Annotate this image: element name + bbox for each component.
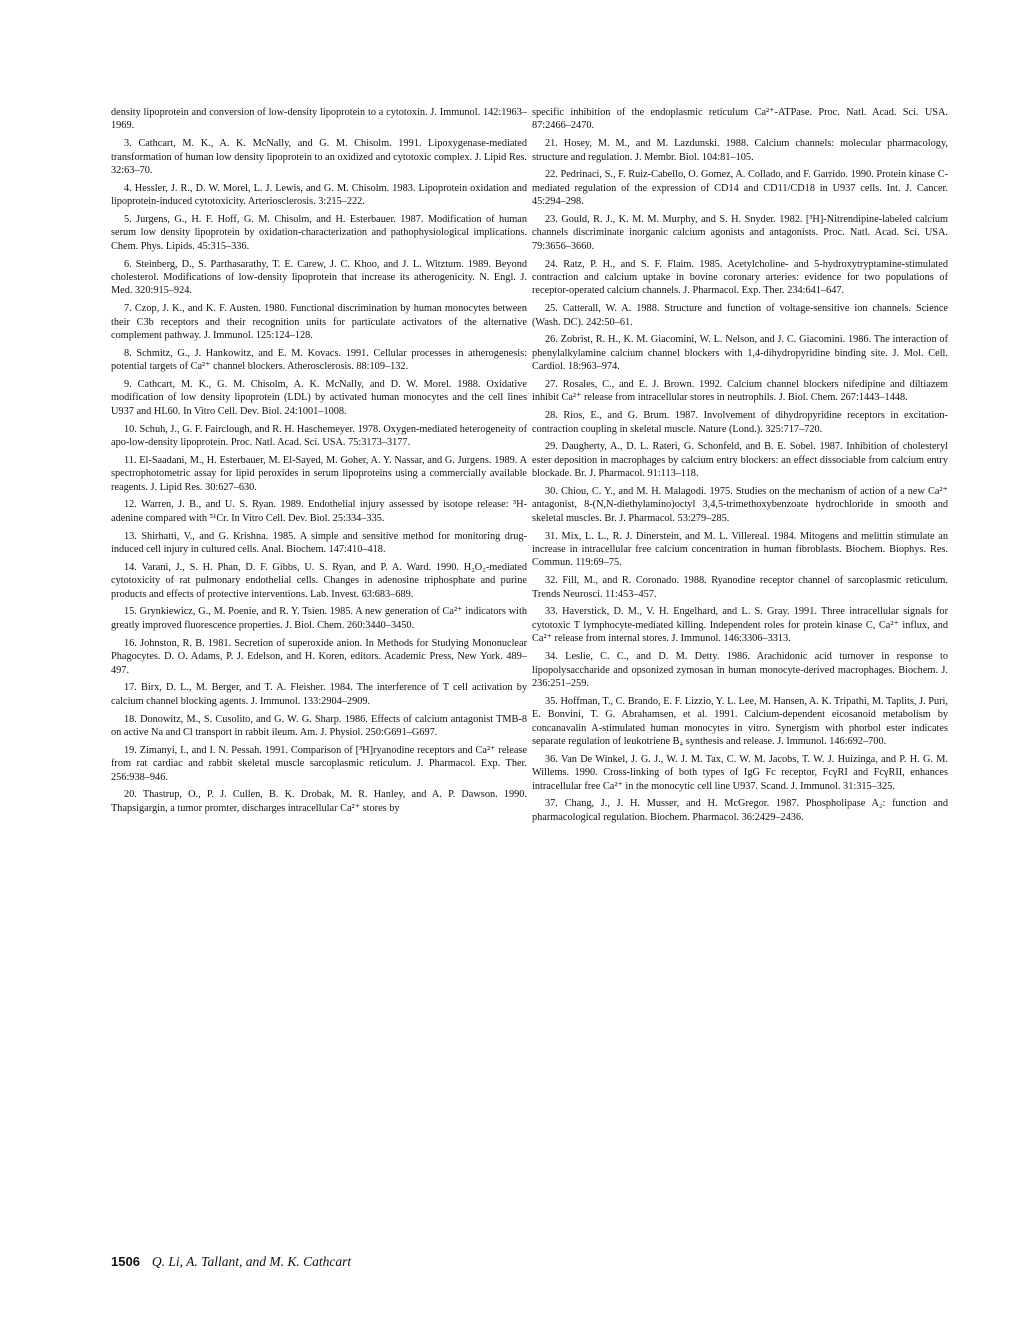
reference-entry: 14. Varani, J., S. H. Phan, D. F. Gibbs, U. S. Ryan, and P. A. Ward. 1990. H₂O₂-mediated cytotoxicity of rat pulmonary endothelial cells. Changes in adenosine triphosphate and purine products and effects of protective interventions. Lab. Invest. 63:683–689. (111, 561, 527, 600)
reference-entry: 37. Chang, J., J. H. Musser, and H. McGregor. 1987. Phospholipase A₂: function and pharmacological regulation. Biochem. Pharmacol. 36:2429–2436. (532, 798, 948, 823)
reference-entry: 36. Van De Winkel, J. G. J., W. J. M. Tax, C. W. M. Jacobs, T. W. J. Huizinga, and P. H. G. M. Willems. 1990. Cross-linking of both types of IgG Fc receptor, FcγRI and FcγRII, enhances intracellular free Ca²⁺ in the monocytic cell line U937. Scand. J. Immunol. 31:315–325. (532, 753, 948, 792)
reference-entry: 28. Rios, E., and G. Brum. 1987. Involvement of dihydropyridine receptors in excitation-contraction coupling in skeletal muscle. Nature (Lond.). 325:717–720. (532, 410, 948, 435)
reference-entry: 20. Thastrup, O., P. J. Cullen, B. K. Drobak, M. R. Hanley, and A. P. Dawson. 1990. Thapsigargin, a tumor promter, discharges intracellular Ca²⁺ stores by (111, 789, 527, 814)
reference-entry: 16. Johnston, R. B. 1981. Secretion of superoxide anion. In Methods for Studying Mononuclear Phagocytes. D. O. Adams, P. J. Edelson, and H. Koren, editors. Academic Press, New York. 489–497. (111, 637, 527, 676)
reference-entry: 29. Daugherty, A., D. L. Rateri, G. Schonfeld, and B. E. Sobel. 1987. Inhibition of cholesteryl ester deposition in macrophages by calcium entry blockers: an effect dissociable from calcium entry blockade. Br. J. Pharmacol. 91:113–118. (532, 441, 948, 480)
reference-entry: 22. Pedrinaci, S., F. Ruiz-Cabello, O. Gomez, A. Collado, and F. Garrido. 1990. Protein kinase C-mediated regulation of the expression of CD14 and CD11/CD18 in U937 cells. Int. J. Cancer. 45:294–298. (532, 169, 948, 208)
reference-entry: 10. Schuh, J., G. F. Fairclough, and R. H. Haschemeyer. 1978. Oxygen-mediated heterogeneity of apo-low-density lipoprotein. Proc. Natl. Acad. Sci. USA. 75:3173–3177. (111, 423, 527, 449)
reference-entry: density lipoprotein and conversion of low-density lipoprotein to a cytotoxin. J. Immunol. 142:1963–1969. (111, 107, 527, 132)
reference-entry: 17. Birx, D. L., M. Berger, and T. A. Fleisher. 1984. The interference of T cell activation by calcium channel blocking agents. J. Immunol. 133:2904–2909. (111, 682, 527, 707)
reference-entry: 12. Warren, J. B., and U. S. Ryan. 1989. Endothelial injury assessed by isotope release: ³H-adenine compared with ⁵¹Cr. In Vitro Cell. Dev. Biol. 25:334–335. (111, 499, 527, 524)
reference-entry: 15. Grynkiewicz, G., M. Poenie, and R. Y. Tsien. 1985. A new generation of Ca²⁺ indicators with greatly improved fluorescence properties. J. Biol. Chem. 260:3440–3450. (111, 606, 527, 631)
reference-column-left (111, 106, 527, 820)
reference-entry: 34. Leslie, C. C., and D. M. Detty. 1986. Arachidonic acid turnover in response to lipopolysaccharide and opsonized zymosan in human monocyte-derived macrophages. Biochem. J. 236:251–259. (532, 651, 948, 689)
reference-entry: 11. El-Saadani, M., H. Esterbauer, M. El-Sayed, M. Goher, A. Y. Nassar, and G. Jurgens. 1989. A spectrophotometric assay for lipid peroxides in serum lipoproteins using a commercially available reagents. J. Lipid Res. 30:627–630. (111, 454, 527, 493)
reference-entry: 21. Hosey, M. M., and M. Lazdunski. 1988. Calcium channels: molecular pharmacology, structure and regulation. J. Membr. Biol. 104:81–105. (532, 138, 948, 163)
reference-entry: specific inhibition of the endoplasmic reticulum Ca²⁺-ATPase. Proc. Natl. Acad. Sci. USA. 87:2466–2470. (532, 107, 948, 132)
reference-entry: 32. Fill, M., and R. Coronado. 1988. Ryanodine receptor channel of sarcoplasmic reticulum. Trends Neurosci. 11:453–457. (532, 575, 948, 600)
reference-entry: 33. Haverstick, D. M., V. H. Engelhard, and L. S. Gray. 1991. Three intracellular signals for cytotoxic T lymphocyte-mediated killing. Independent roles for protein kinase C, Ca²⁺ influx, and Ca²⁺ release from internal stores. J. Immunol. 146:3306–3313. (532, 606, 948, 645)
reference-entry: 27. Rosales, C., and E. J. Brown. 1992. Calcium channel blockers nifedipine and diltiazem inhibit Ca²⁺ release from intracellular stores in neutrophils. J. Biol. Chem. 267:1443–1448. (532, 379, 948, 404)
reference-entry: 18. Donowitz, M., S. Cusolito, and G. W. G. Sharp. 1986. Effects of calcium antagonist TMB-8 on active Na and Cl transport in rabbit ileum. Am. J. Physiol. 250:G691–G697. (111, 713, 527, 738)
reference-entry: 26. Zobrist, R. H., K. M. Giacomini, W. L. Nelson, and J. C. Giacomini. 1986. The interaction of phenylalkylamine calcium channel blockers with 1,4-dihydropyridine binding site. J. Mol. Cell. Cardiol. 18:963–974. (532, 334, 948, 373)
reference-entry: 3. Cathcart, M. K., A. K. McNally, and G. M. Chisolm. 1991. Lipoxygenase-mediated transformation of human low density lipoprotein to an oxidized and cytotoxic complex. J. Lipid Res. 32:63–70. (111, 138, 527, 177)
reference-entry: 25. Catterall, W. A. 1988. Structure and function of voltage-sensitive ion channels. Science (Wash. DC). 242:50–61. (532, 303, 948, 328)
reference-entry: 7. Czop, J. K., and K. F. Austen. 1980. Functional discrimination by human monocytes between their C3b receptors and their recognition units for particulate activators of the alternative complement pathway. J. Immunol. 125:124–128. (111, 303, 527, 342)
reference-entry: 13. Shirhatti, V., and G. Krishna. 1985. A simple and sensitive method for monitoring drug-induced cell injury in cultured cells. Anal. Biochem. 147:410–418. (111, 530, 527, 556)
reference-entry: 31. Mix, L. L., R. J. Dinerstein, and M. L. Villereal. 1984. Mitogens and melittin stimulate an increase in intracellular free calcium concentration in human fibroblasts. Biochem. Biophys. Res. Commun. 119:69–75. (532, 530, 948, 569)
reference-entry: 4. Hessler, J. R., D. W. Morel, L. J. Lewis, and G. M. Chisolm. 1983. Lipoprotein oxidation and lipoprotein-induced cytotoxicity. Arteriosclerosis. 3:215–222. (111, 182, 527, 208)
reference-entry: 9. Cathcart, M. K., G. M. Chisolm, A. K. McNally, and D. W. Morel. 1988. Oxidative modification of low density lipoprotein (LDL) by activated human monocytes and the cell lines U937 and HL60. In Vitro Cell. Dev. Biol. 24:1001–1008. (111, 379, 527, 417)
reference-entry: 8. Schmitz, G., J. Hankowitz, and E. M. Kovacs. 1991. Cellular processes in atherogenesis: potential targets of Ca²⁺ channel blockers. Atherosclerosis. 88:109–132. (111, 347, 527, 373)
reference-entry: 35. Hoffman, T., C. Brando, E. F. Lizzio, Y. L. Lee, M. Hansen, A. K. Tripathi, M. Taplits, J. Puri, E. Bonvini, T. G. Abrahamsen, et al. 1991. Calcium-dependent eicosanoid metabolism by concanavalin A-stimulated human monocytes in vitro. Synergism with phorbol ester indicates separate regulation of leukotriene B₄ synthesis and release. J. Immunol. 146:692–700. (532, 695, 948, 747)
running-head-authors: Q. Li, A. Tallant, and M. K. Cathcart (151, 1254, 352, 1269)
reference-entry: 6. Steinberg, D., S. Parthasarathy, T. E. Carew, J. C. Khoo, and J. L. Witztum. 1989. Beyond cholesterol. Modifications of low-density lipoprotein that increase its atherogenicity. N. Engl. J. Med. 320:915–924. (111, 258, 527, 297)
reference-entry: 24. Ratz, P. H., and S. F. Flaim. 1985. Acetylcholine- and 5-hydroxytryptamine-stimulated contraction and calcium uptake in bovine coronary arteries: evidence for two populations of receptor-operated calcium channels. J. Pharmacol. Exp. Ther. 234:641–647. (532, 258, 948, 297)
page-number: 1506 (111, 1254, 140, 1269)
reference-entry: 23. Gould, R. J., K. M. M. Murphy, and S. H. Snyder. 1982. [³H]-Nitrendipine-labeled calcium channels discriminate inorganic calcium agonists and antagonists. Proc. Natl. Acad. Sci. USA. 79:3656–3660. (532, 214, 948, 252)
reference-entry: 5. Jurgens, G., H. F. Hoff, G. M. Chisolm, and H. Esterbauer. 1987. Modification of human serum low density lipoprotein by oxidation-characterization and pathophysiological implications. Chem. Phys. Lipids. 45:315–336. (111, 214, 527, 252)
reference-entry: 30. Chiou, C. Y., and M. H. Malagodi. 1975. Studies on the mechanism of action of a new Ca²⁺ antagonist, 8-(N,N-diethylamino)octyl 3,4,5-trimethoxybenzoate hydrochloride in smooth and skeletal muscles. Br. J. Pharmacol. 53:279–285. (532, 486, 948, 524)
reference-entry: 19. Zimanyi, I., and I. N. Pessah. 1991. Comparison of [³H]ryanodine receptors and Ca²⁺ release from rat cardiac and rabbit skeletal muscle sarcoplasmic reticulum. J. Pharmacol. Exp. Ther. 256:938–946. (111, 744, 527, 783)
reference-column-right (532, 106, 948, 829)
page-footer (111, 1253, 351, 1271)
